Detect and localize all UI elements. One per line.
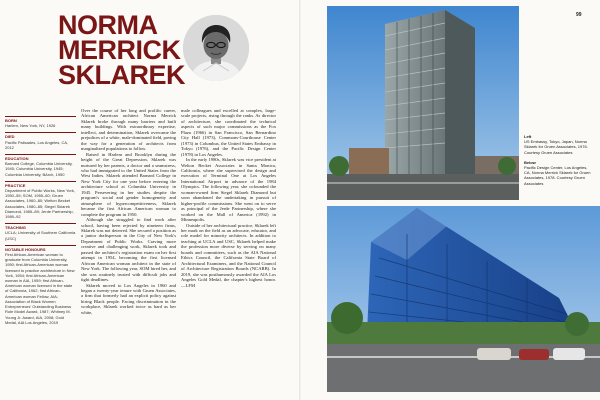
bio-label: BORN <box>5 116 76 123</box>
body-paragraph: In the early 1980s, Sklarek was vice president at Welton Becket Associates in Santa Monica, California, where she supervised the design and execution of Terminal One at Los Angeles International Airport in advance of the 1984 Olympics. The following year, she cofounded the woman-owned firm Siegel Sklarek Diamond but soon abandoned the undertaking in pursuit of higher-profile commissions. She went on to serve as principal of the Jerde Partnership, where she worked on the Mall of America (1992) in Minneapolis. <box>181 157 276 223</box>
caption-text: US Embassy, Tokyo, Japan, Norma Sklarek for Gruen Associates, 1976. Courtesy Gruen Associates <box>524 139 588 155</box>
bio-label: TEACHING <box>5 223 76 230</box>
bio-education <box>5 154 76 177</box>
caption-label: Below <box>524 159 536 165</box>
title-line: MERRICK <box>58 35 181 65</box>
photo-pacific-design-center <box>327 206 600 392</box>
caption-left <box>524 134 594 155</box>
caption-text: Pacific Design Center, Los Angeles, CA, Norma Merrick Sklarek for Gruen Associates, 1978. Courtesy Gruen Associates <box>524 165 591 186</box>
photo-us-embassy-tokyo <box>327 6 519 200</box>
bio-text: Harlem, New York, NY, 1926 <box>5 123 56 129</box>
bio-label: EDUCATION <box>5 154 76 161</box>
bio-label: DIED <box>5 132 76 139</box>
body-column-2 <box>181 108 276 288</box>
bio-text: Barnard College, Columbia University, 1945; Columbia University, 1945; Columbia University, BArch, 1950 <box>5 161 73 177</box>
bio-text: Pacific Palisades, Los Angeles, CA, 2012 <box>5 139 69 150</box>
body-paragraph: Raised in Harlem and Brooklyn during the height of the Great Depression, Sklarek was nurtured by her parents, a doctor and a seamstress, who had immigrated to the United States from the West Indies. Sklarek attended Barnard College in New York City for one year before entering the architecture school at Columbia University in 1945. Persevering in her studies despite the program's social and gender homogeneity and atmosphere of hypercompetitiveness, Sklarek became the first African American woman to complete the program in 1950. <box>81 151 176 217</box>
bio-born <box>5 116 76 128</box>
caption-label: Left <box>524 134 532 139</box>
body-paragraph: Over the course of her long and prolific career, African American architect Norma Merrick Sklarek broke through many barriers and built many buildings. With extraordinary expertise, intellect, and determination, Sklarek overcame the prejudices of a white, male-dominated field, paving the way for a generation of architects from marginalized populations to follow. <box>81 108 176 152</box>
body-paragraph: Outside of her architectural practice, Sklarek left her mark on the field as an advocate, educator, and role model for minority architects. In addition to teaching at UCLA and USC, Sklarek helped make the profession more diverse by serving on many boards and committees, such as the AIA National Ethics Council, the California State Board of Architectural Examiners, and the National Council of Architecture Registration Boards (NCARB). In 2019, she was posthumously awarded the AIA Los Angeles Gold Medal, the chapter's highest honor. —LFM <box>181 222 276 288</box>
bio-teaching <box>5 223 76 241</box>
portrait-photo <box>183 15 249 81</box>
title-line: NORMA <box>58 10 158 40</box>
bio-honours <box>5 245 76 325</box>
bio-label: PRACTICE <box>5 181 76 188</box>
bio-label: NOTABLE HONOURS <box>5 245 76 252</box>
body-paragraph: Although she struggled to find work after school, having been rejected by nineteen firms, Sklarek was not deterred. She secured a position as a junior draftsperson in the City of New York's Department of Public Works. Craving more creative and challenging work, Sklarek took and passed the architect's registration exam on her first attempt in 1954, becoming the first licensed African American woman architect in the state of New York. The following year, SOM hired her, and she was routinely trusted with difficult jobs and tight deadlines. <box>81 217 176 283</box>
caption-below <box>524 160 594 186</box>
bio-sidebar <box>5 115 76 325</box>
page-number: 99 <box>576 12 582 18</box>
us-embassy-illustration <box>327 6 519 200</box>
bio-text: Department of Public Works, New York, 1950–55; SOM, 1955–60; Gruen Associates, 1960–80; Welton Becket Associates, 1980–85; Siegel Sklarek Diamond, 1985–89; Jerde Partnership, 1989–92 <box>5 188 75 220</box>
bio-died <box>5 132 76 150</box>
body-paragraph: Sklarek moved to Los Angeles in 1960 and began a twenty-year tenure with Gruen Associates, a firm that formerly had an explicit policy against hiring Black people. Facing discrimination in the workplace, Sklarek worked twice as hard as her white, <box>81 282 176 315</box>
bio-practice <box>5 181 76 219</box>
portrait-illustration <box>183 15 249 81</box>
title-line: SKLAREK <box>58 60 186 90</box>
photo-captions <box>524 134 594 186</box>
body-column-1 <box>81 108 176 315</box>
page-title <box>58 10 186 90</box>
book-gutter <box>299 0 301 400</box>
bio-text: First African-American woman to graduate from Columbia University, 1950; first African-American woman licensed to practice architecture in New York, 1954; first African-American woman in AIA, 1959; first African-American woman licensed in the state of California, 1962; first African-American woman Fellow, AIA; Association of Black Women Entrepreneurs' Outstanding Business Role Model Award, 1987; Whitney M. Young Jr. Award, AIA, 2008; Gold Medal, AIA Los Angeles, 2019 <box>5 252 75 325</box>
bio-text: UCLA; University of Southern California (USC) <box>5 230 76 241</box>
pacific-design-center-illustration <box>327 206 600 392</box>
body-paragraph: male colleagues and excelled at complex, large-scale projects, rising through the ranks. As director of architecture, she coordinated the technical aspects of such major commissions as the Fox Plaza (1966) in San Francisco, San Bernardino City Hall (1973), Commons-Courthouse Center (1973) in Columbus, the United States Embassy in Tokyo (1976), and the Pacific Design Center (1978) in Los Angeles. <box>181 108 276 157</box>
